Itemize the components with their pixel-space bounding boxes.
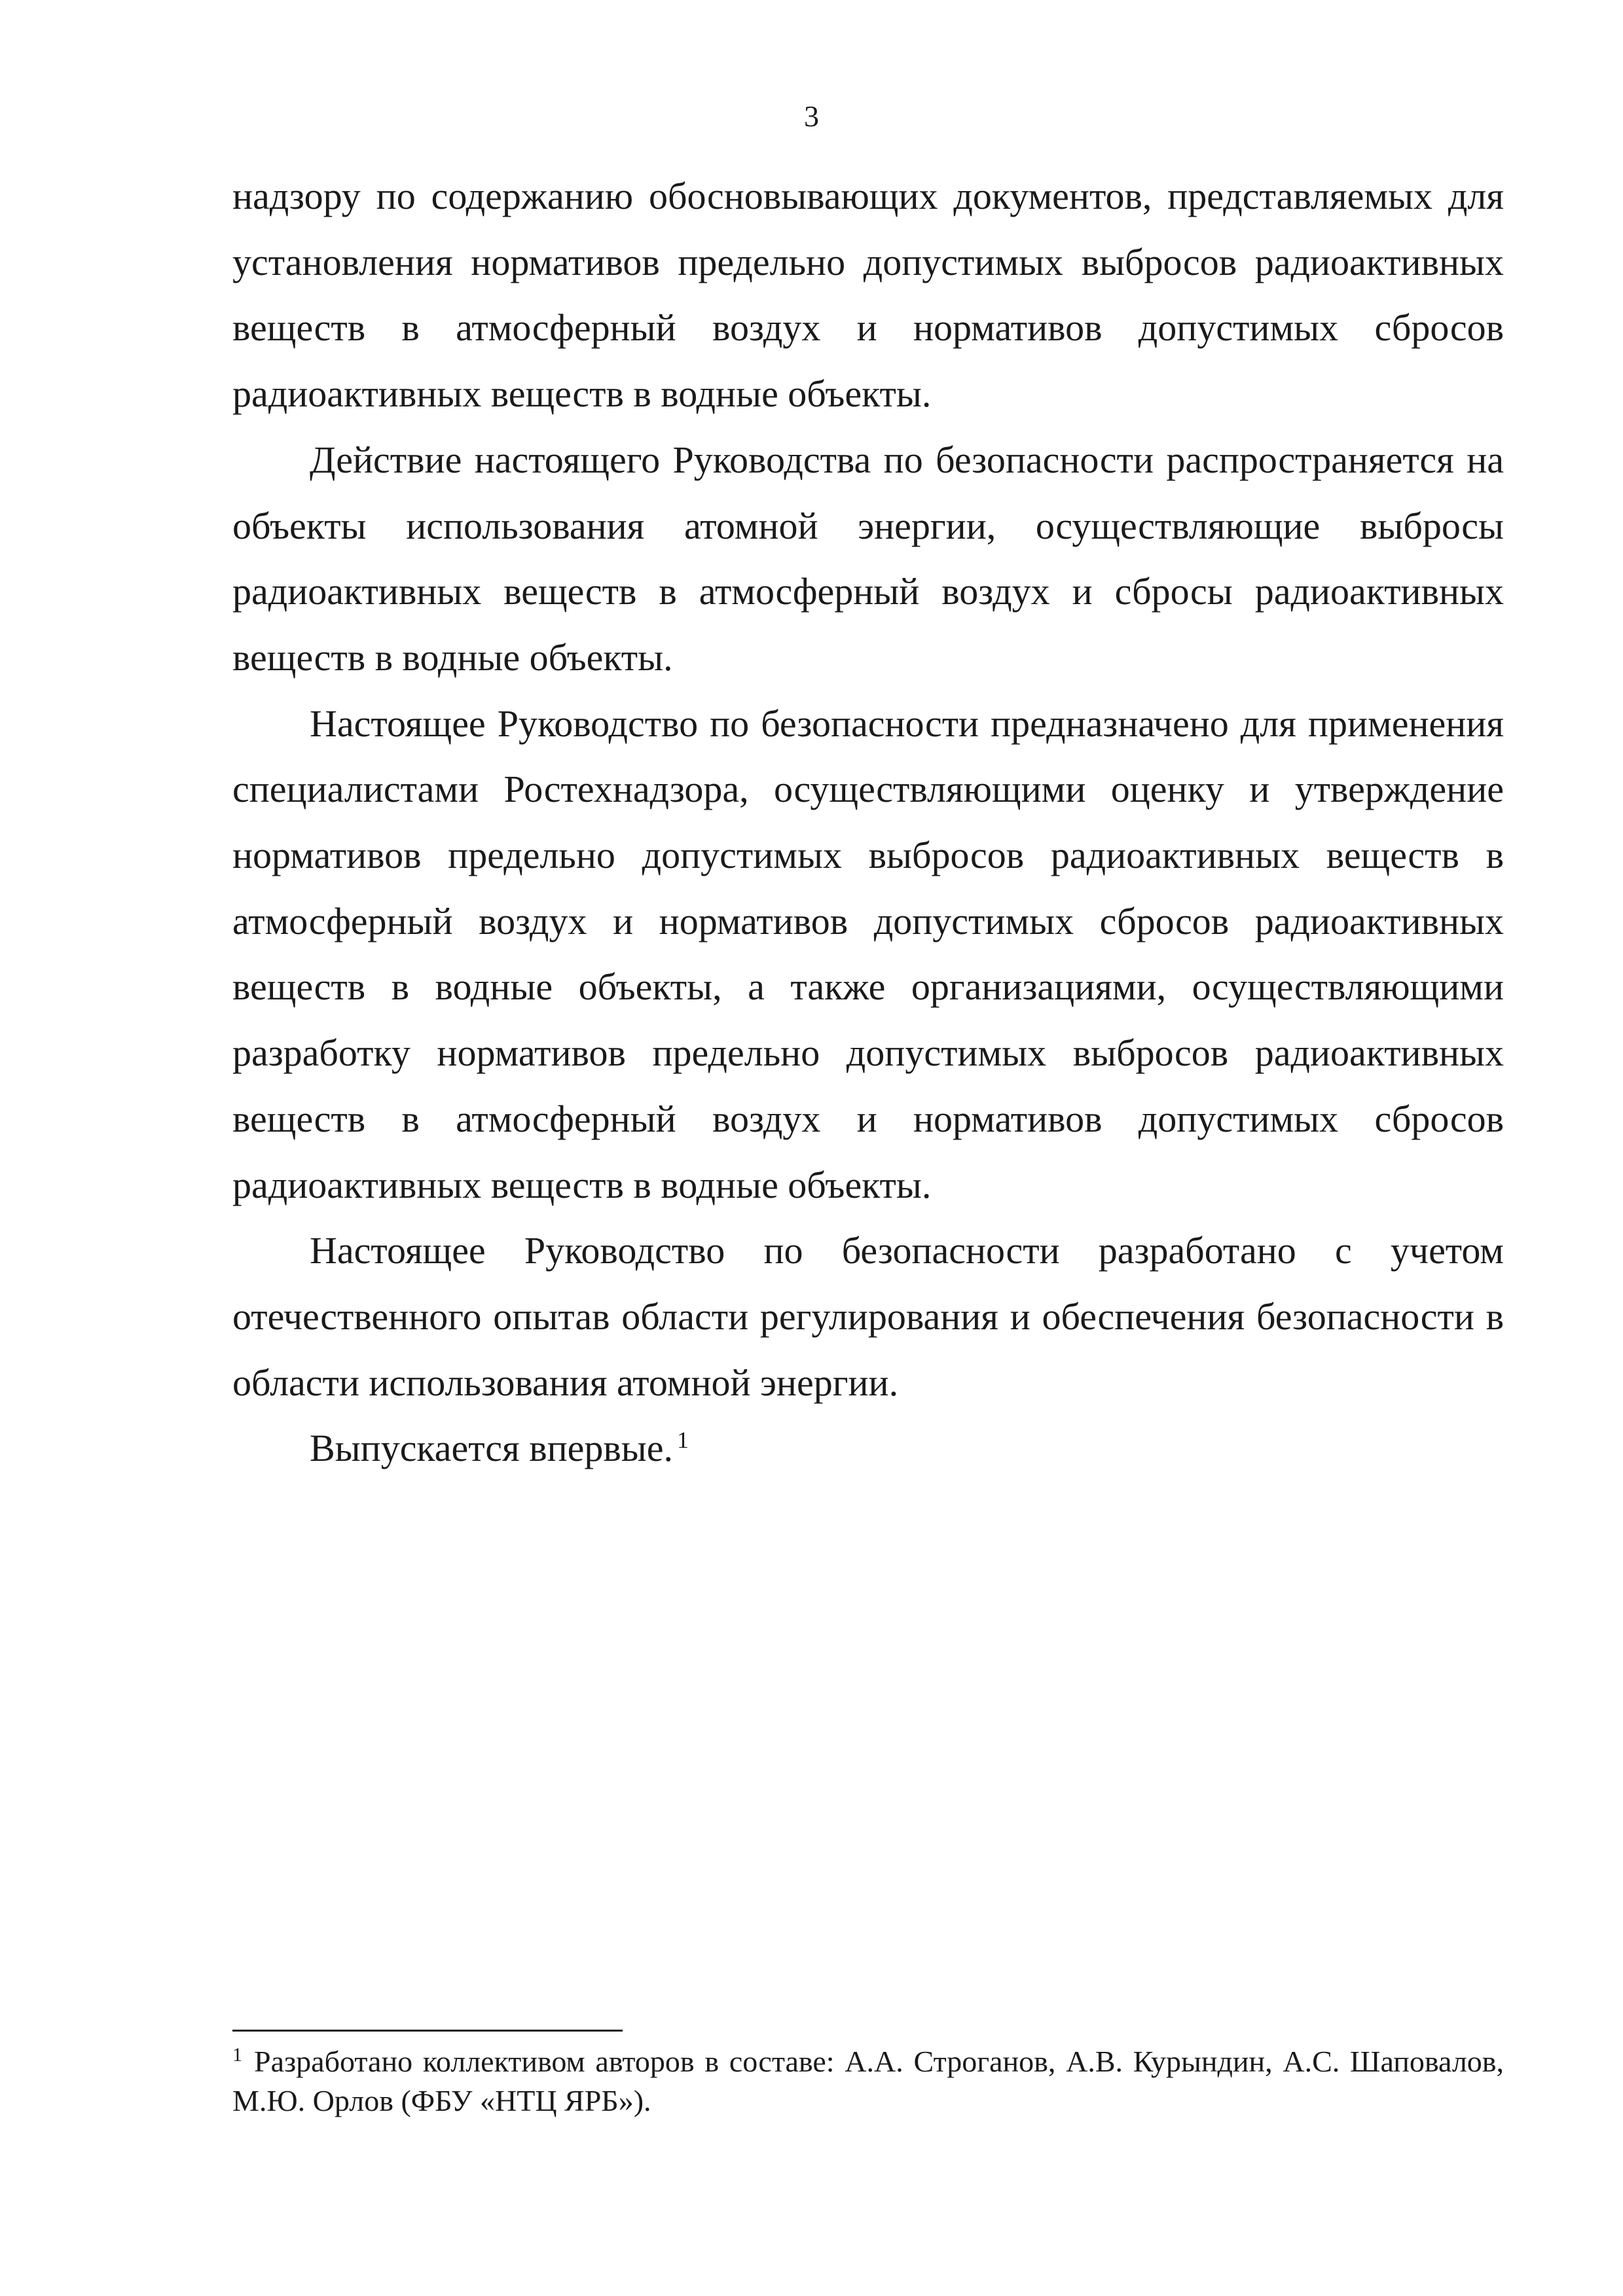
- paragraph-first-issue: [232, 1416, 1504, 1482]
- footnote-text: Разработано коллективом авторов в составе: А.А. Строганов, А.В. Курындин, А.С. Шаповалов, М.Ю. Орлов (ФБУ «НТЦ ЯРБ»).: [232, 2045, 1504, 2117]
- footnote-reference[interactable]: 1: [676, 1427, 689, 1454]
- paragraph-scope: Действие настоящего Руководства по безопасности распространяется на объекты использования атомной энергии, осуществляющие выбросы радиоактивных веществ в атмосферный воздух и сбросы радиоактивных веществ в водные объекты.: [232, 438, 1504, 679]
- first-issue-text: Выпускается впервые.: [310, 1427, 673, 1470]
- footnote-divider: [232, 2030, 623, 2032]
- paragraph-basis: Настоящее Руководство по безопасности разработано с учетом отечественного опытав области регулирования и обеспечения безопасности в области использования атомной энергии.: [232, 1229, 1504, 1404]
- paragraph-purpose: Настоящее Руководство по безопасности предназначено для применения специалистами Ростехнадзора, осуществляющими оценку и утверждение нормативов предельно допустимых выбросов радиоактивных веществ в атмосферный воздух и нормативов допустимых сбросов радиоактивных веществ в водные объекты, а также организациями, осуществляющими разработку нормативов предельно допустимых выбросов радиоактивных веществ в атмосферный воздух и нормативов допустимых сбросов радиоактивных веществ в водные объекты.: [232, 702, 1504, 1206]
- footnote: [232, 2042, 1504, 2121]
- paragraph-continuation: надзору по содержанию обосновывающих документов, представляемых для установления нормативов предельно допустимых выбросов радиоактивных веществ в атмосферный воздух и нормативов допустимых сбросов радиоактивных веществ в водные объекты.: [232, 175, 1504, 416]
- body-text: [232, 164, 1504, 1482]
- footnote-mark: 1: [232, 2043, 242, 2066]
- page-number: 3: [804, 99, 819, 133]
